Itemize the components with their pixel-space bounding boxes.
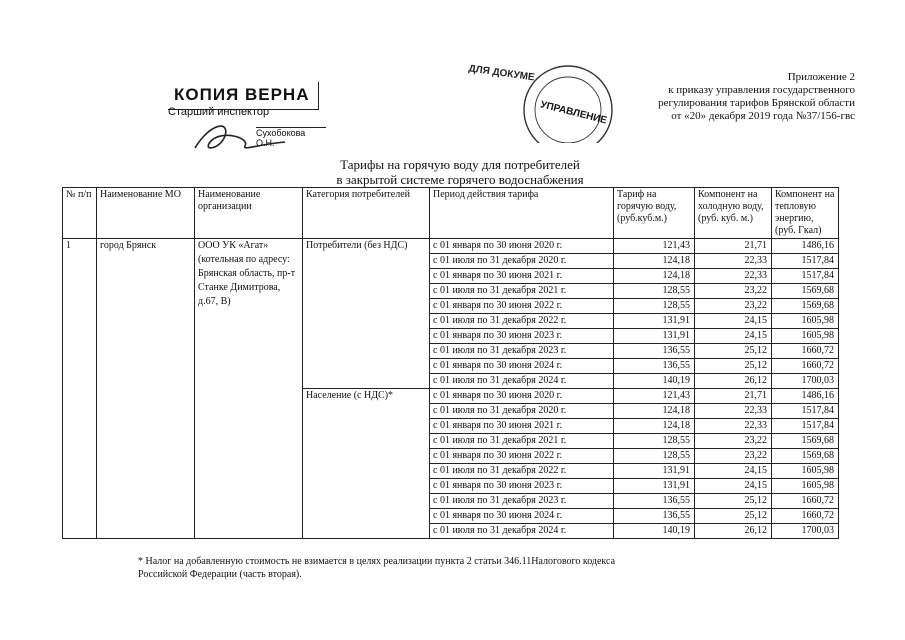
cell-cold: 24,15 [695,329,772,344]
cell-tariff: 131,91 [614,329,695,344]
header-tariff: Тариф на горячую воду, (руб.куб.м.) [614,188,695,239]
appendix-line: Приложение 2 [787,71,855,83]
header-num: № п/п [63,188,97,239]
cell-cold: 21,71 [695,239,772,254]
cell-cold: 26,12 [695,524,772,539]
cell-cold: 23,22 [695,299,772,314]
cell-period: с 01 июля по 31 декабря 2023 г. [430,344,614,359]
cell-heat: 1605,98 [772,464,839,479]
cell-heat: 1517,84 [772,404,839,419]
stamp-inspector: Старший инспектор [168,106,270,118]
cell-heat: 1569,68 [772,299,839,314]
tariff-table [62,187,839,539]
cell-cold: 23,22 [695,284,772,299]
cell-period: с 01 июля по 31 декабря 2020 г. [430,404,614,419]
cell-tariff: 128,55 [614,284,695,299]
appendix-block [600,71,855,123]
table-row [63,239,839,254]
cell-num: 1 [63,239,97,539]
cell-period: с 01 января по 30 июня 2022 г. [430,449,614,464]
table-header-row [63,188,839,239]
cell-period: с 01 июля по 31 декабря 2020 г. [430,254,614,269]
cell-tariff: 128,55 [614,434,695,449]
seal-text: УПРАВЛЕНИЕ [539,99,608,127]
appendix-line: к приказу управления государственного [668,84,855,96]
cell-period: с 01 января по 30 июня 2021 г. [430,269,614,284]
seal-fragment: ДЛЯ ДОКУМЕ [468,63,536,84]
cell-tariff: 140,19 [614,374,695,389]
cell-cold: 22,33 [695,269,772,284]
header-period: Период действия тарифа [430,188,614,239]
cell-period: с 01 января по 30 июня 2023 г. [430,329,614,344]
cell-heat: 1569,68 [772,449,839,464]
cell-heat: 1569,68 [772,284,839,299]
cell-cold: 24,15 [695,479,772,494]
cell-category: Население (с НДС)* [303,389,430,539]
header-category: Категория потребителей [303,188,430,239]
document-title [300,157,620,187]
cell-period: с 01 января по 30 июня 2022 г. [430,299,614,314]
cell-tariff: 136,55 [614,359,695,374]
cell-heat: 1700,03 [772,374,839,389]
cell-cold: 23,22 [695,449,772,464]
cell-category: Потребители (без НДС) [303,239,430,389]
footnote-line-2: Российской Федерации (часть вторая). [138,569,302,580]
cell-period: с 01 июля по 31 декабря 2021 г. [430,434,614,449]
cell-tariff: 131,91 [614,464,695,479]
cell-cold: 24,15 [695,464,772,479]
table-body [63,239,839,539]
cell-period: с 01 июля по 31 декабря 2023 г. [430,494,614,509]
signature-scribble [190,118,290,156]
cell-period: с 01 июля по 31 декабря 2022 г. [430,464,614,479]
cell-heat: 1700,03 [772,524,839,539]
cell-tariff: 136,55 [614,494,695,509]
cell-mo: город Брянск [97,239,195,539]
cell-tariff: 121,43 [614,389,695,404]
cell-cold: 24,15 [695,314,772,329]
cell-cold: 25,12 [695,509,772,524]
cell-period: с 01 июля по 31 декабря 2024 г. [430,524,614,539]
cell-heat: 1517,84 [772,254,839,269]
cell-tariff: 128,55 [614,299,695,314]
cell-period: с 01 июля по 31 декабря 2024 г. [430,374,614,389]
cell-heat: 1517,84 [772,419,839,434]
header-mo: Наименование МО [97,188,195,239]
cell-tariff: 124,18 [614,404,695,419]
cell-tariff: 131,91 [614,314,695,329]
title-line-1: Тарифы на горячую воду для потребителей [340,157,580,172]
cell-heat: 1486,16 [772,389,839,404]
official-seal-icon [468,58,618,143]
cell-tariff: 124,18 [614,419,695,434]
footnote-line-1: * Налог на добавленную стоимость не взимается в целях реализации пункта 2 статьи 346.11Налогового кодекса [138,556,616,567]
cell-tariff: 121,43 [614,239,695,254]
cell-heat: 1660,72 [772,344,839,359]
cell-period: с 01 января по 30 июня 2024 г. [430,359,614,374]
cell-heat: 1517,84 [772,269,839,284]
stamp-name: Сухобокова О.Н. [256,127,326,148]
cell-tariff: 124,18 [614,254,695,269]
cell-period: с 01 января по 30 июня 2020 г. [430,389,614,404]
cell-cold: 23,22 [695,434,772,449]
cell-cold: 25,12 [695,359,772,374]
cell-cold: 22,33 [695,404,772,419]
cell-period: с 01 января по 30 июня 2020 г. [430,239,614,254]
cell-heat: 1605,98 [772,329,839,344]
cell-tariff: 136,55 [614,344,695,359]
cell-heat: 1486,16 [772,239,839,254]
cell-cold: 26,12 [695,374,772,389]
cell-period: с 01 января по 30 июня 2024 г. [430,509,614,524]
header-org: Наименование организации [195,188,303,239]
cell-tariff: 128,55 [614,449,695,464]
title-line-2: в закрытой системе горячего водоснабжения [336,172,584,187]
cell-org: ООО УК «Агат» (котельная по адресу: Брянская область, пр-т Станке Димитрова, д.67, В) [195,239,303,539]
cell-cold: 22,33 [695,419,772,434]
cell-heat: 1605,98 [772,479,839,494]
cell-cold: 22,33 [695,254,772,269]
cell-period: с 01 июля по 31 декабря 2022 г. [430,314,614,329]
appendix-line: регулирования тарифов Брянской области [658,97,855,109]
footnote [138,555,698,581]
cell-period: с 01 января по 30 июня 2023 г. [430,479,614,494]
cell-cold: 21,71 [695,389,772,404]
cell-cold: 25,12 [695,494,772,509]
header-heat: Компонент на тепловую энергию, (руб. Гкал) [772,188,839,239]
cell-tariff: 131,91 [614,479,695,494]
cell-period: с 01 июля по 31 декабря 2021 г. [430,284,614,299]
cell-tariff: 124,18 [614,269,695,284]
cell-tariff: 136,55 [614,509,695,524]
cell-heat: 1569,68 [772,434,839,449]
stamp-title: КОПИЯ ВЕРНА [174,85,310,104]
cell-heat: 1660,72 [772,509,839,524]
cell-heat: 1605,98 [772,314,839,329]
cell-heat: 1660,72 [772,359,839,374]
header-cold: Компонент на холодную воду, (руб. куб. м.) [695,188,772,239]
cell-tariff: 140,19 [614,524,695,539]
cell-heat: 1660,72 [772,494,839,509]
cell-period: с 01 января по 30 июня 2021 г. [430,419,614,434]
cell-cold: 25,12 [695,344,772,359]
appendix-line: от «20» декабря 2019 года №37/156-гвс [671,110,855,122]
